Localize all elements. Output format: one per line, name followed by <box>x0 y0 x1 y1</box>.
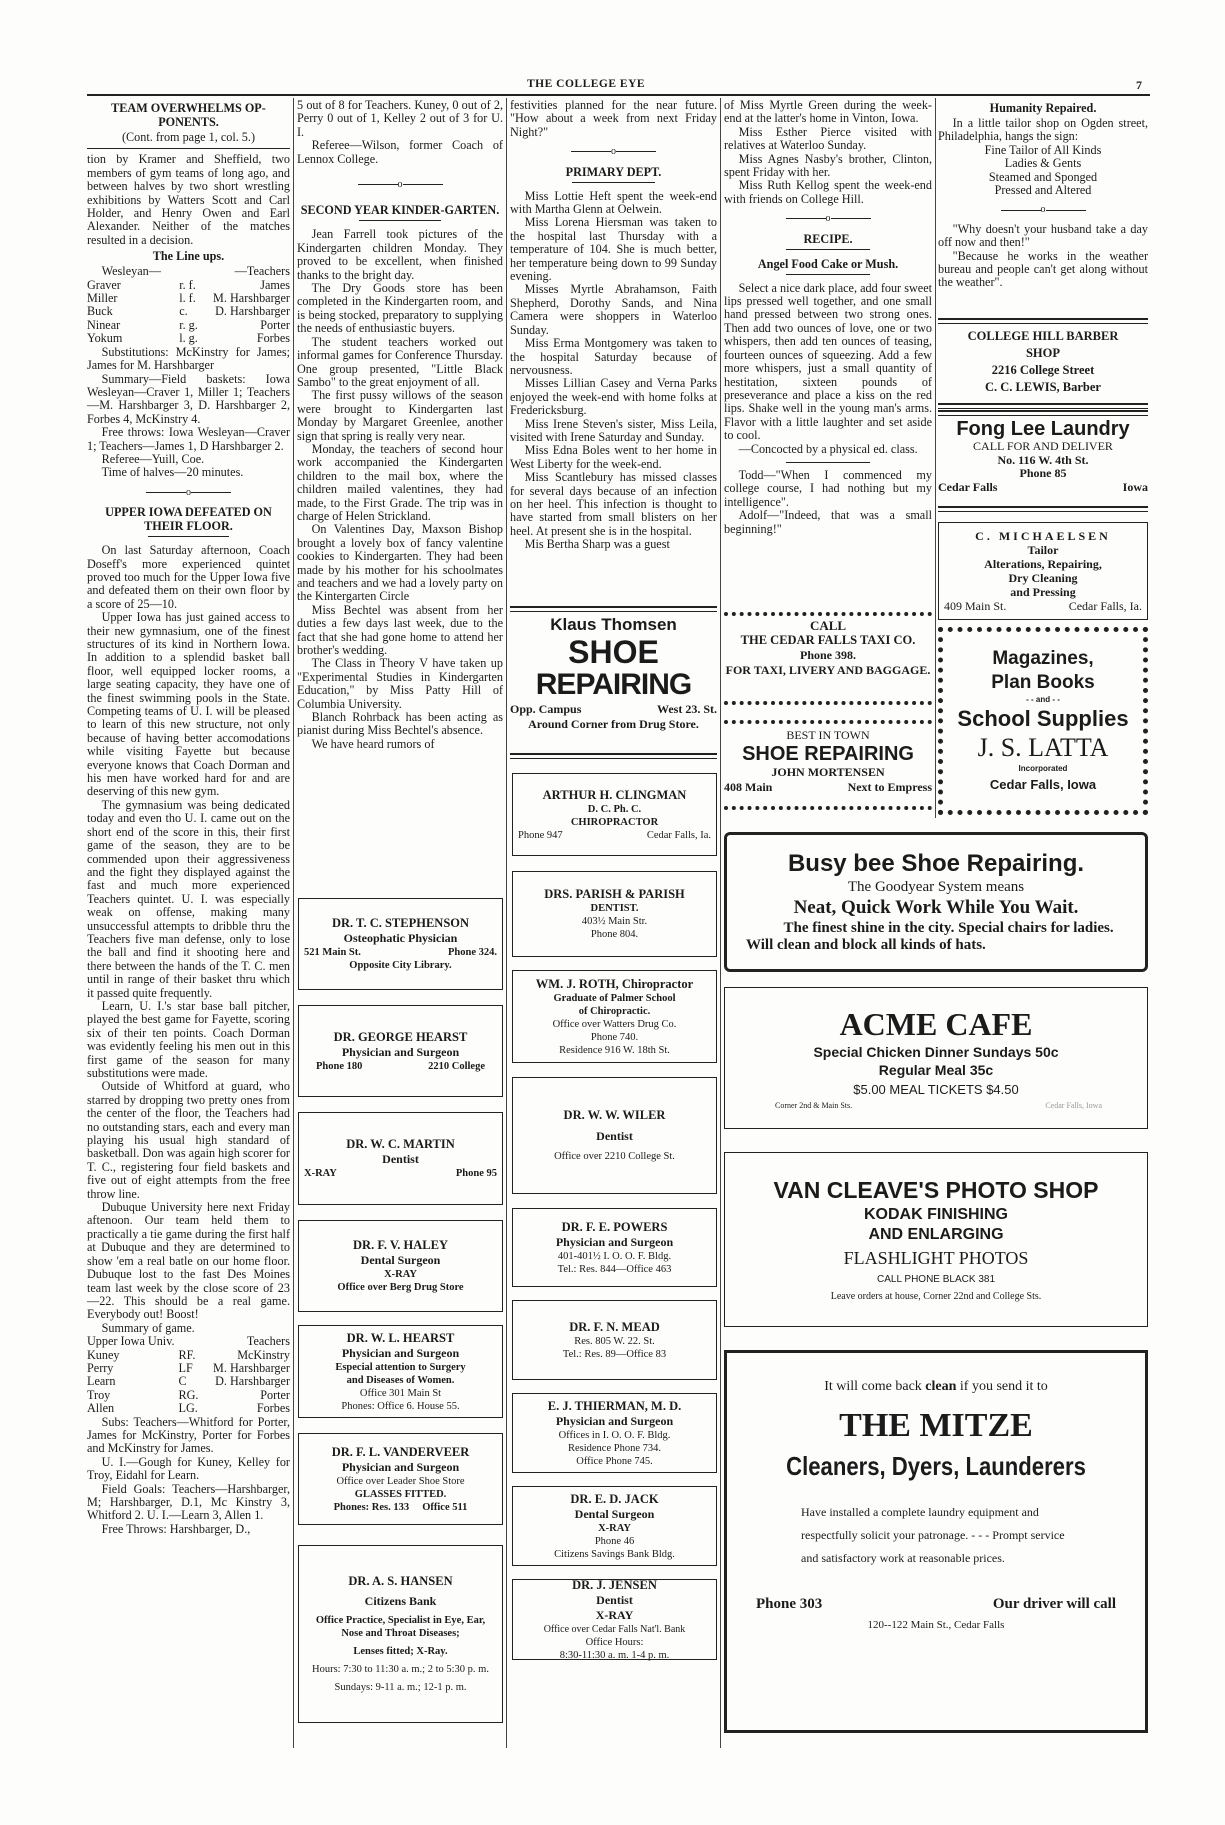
ad-name: ARTHUR H. CLINGMAN <box>542 787 687 802</box>
ad-name: THE MITZE <box>839 1407 1033 1444</box>
paragraph: Summary—Field baskets: Iowa Wesleyan—Craver 1, Miller 1; Teachers—M. Harshbarger 3, D. Harshbarger 2, Forbes 4, McKinstry 4. <box>87 371 290 426</box>
paragraph: of Miss Myrtle Green during the week-end at the latter's home in Vinton, Iowa. <box>724 98 932 126</box>
paragraph: The student teachers worked out informal games for Conference Thursday. One group presented, "Little Black Sambo" to the great enjoyment of all. <box>297 334 503 389</box>
ad-line: Plan Books <box>991 672 1095 693</box>
summary-cell: Perry <box>87 1360 114 1375</box>
ad-clingman <box>512 773 717 856</box>
lineup-table <box>87 265 290 345</box>
ad-location: Opp. Campus <box>510 702 582 716</box>
subheading: The Line ups. <box>152 249 225 264</box>
ad-phone: Phone 180 <box>316 1060 363 1072</box>
paragraph: Misses Myrtle Abrahamson, Faith Shepherd, Dorothy Sands, and Nina Camera were shoppers in Waterloo Sunday. <box>510 282 717 337</box>
ad-name: DR. W. C. MARTIN <box>346 1137 455 1151</box>
ad-name: DR. F. V. HALEY <box>353 1238 448 1252</box>
article-heading: PRIMARY DEPT. <box>565 164 662 179</box>
ad-name: E. J. THIERMAN, M. D. <box>547 1398 682 1413</box>
lineup-cell: Yokum <box>87 331 123 346</box>
paragraph: festivities planned for the near future. "How about a week from next Friday Night?" <box>510 98 717 139</box>
ad-line: 8:30-11:30 a. m. 1-4 p. m. <box>559 1649 670 1661</box>
sign-line: Steamed and Sponged <box>988 169 1098 184</box>
ad-phone: CALL PHONE BLACK 381 <box>876 1273 996 1285</box>
ad-line: Magazines, <box>992 648 1094 669</box>
ad-michaelsen <box>938 522 1148 620</box>
ad-line: Sundays: 9-11 a. m.; 12-1 p. m. <box>334 1682 467 1693</box>
paragraph: Miss Ruth Kellog spent the week-end with friends on College Hill. <box>724 178 932 206</box>
ad-address: West 23. St. <box>657 702 717 716</box>
ad-address: 2216 College Street <box>991 363 1095 377</box>
ad-mitze <box>724 1350 1148 1733</box>
article-heading: SECOND YEAR KINDER-GARTEN. <box>300 203 500 218</box>
paragraph: The Dry Goods store has been completed in the Kindergarten room, and is being stocked, preparatory to supplying the needs of enthusiastic buyers. <box>297 281 503 336</box>
ad-line: X-RAY <box>595 1607 634 1622</box>
ad-line: Graduate of Palmer School <box>553 992 676 1004</box>
ad-headline: SHOE REPAIRING <box>742 743 914 765</box>
paragraph: Miss Edna Boles went to her home in West Liberty for the week-end. <box>510 443 717 471</box>
ad-line: BEST IN TOWN <box>786 728 870 742</box>
paragraph: Miss Esther Pierce visited with relatives at Waterloo Sunday. <box>724 124 932 153</box>
ad-name: Busy bee Shoe Repairing. <box>787 850 1085 877</box>
ad-line: Offices in I. O. O. F. Bldg. <box>558 1429 671 1441</box>
ad-line: AND ENLARGING <box>868 1225 1004 1243</box>
lineup-cell: c. <box>179 304 188 319</box>
ad-phone: Phone 85 <box>1019 466 1067 480</box>
paragraph: Blanch Rohrback has been acting as pianist during Miss Bechtel's absence. <box>297 710 503 738</box>
lineup-cell: Miller <box>87 291 118 306</box>
ad-title: Dentist <box>382 1152 419 1166</box>
ad-name: Fong Lee Laundry <box>956 418 1130 440</box>
paragraph: Miss Agnes Nasby's brother, Clinton, spent Friday with her. <box>724 151 932 180</box>
ad-line: - - and - - <box>1026 695 1060 704</box>
ad-acme-cafe <box>724 987 1148 1129</box>
ad-line: Citizens Savings Bank Bldg. <box>554 1548 675 1560</box>
summary-cell: Kuney <box>87 1347 120 1362</box>
lineup-cell: Buck <box>87 304 113 319</box>
ad-title: Dental Surgeon <box>360 1253 441 1267</box>
ad-line: Our driver will call <box>992 1596 1116 1612</box>
ad-busy-bee <box>724 832 1148 972</box>
paragraph: Todd—"When I commenced my college course, I had nothing but my intelligence". <box>724 467 932 509</box>
ad-line: Especial attention to Surgery <box>335 1361 466 1373</box>
paragraph: 5 out of 8 for Teachers. Kuney, 0 out of 2, Perry 0 out of 1, Kelley 2 out of 3 for U. I. <box>297 98 503 139</box>
paragraph: Free throws: Iowa Wesleyan—Craver 1; Teachers—James 1, D Harshbarger 2. <box>87 425 290 453</box>
ad-latta <box>938 627 1148 815</box>
double-rule <box>938 506 1148 512</box>
ad-haley <box>298 1220 503 1312</box>
ad-headline: REPAIRING <box>535 668 692 701</box>
column-1 <box>87 99 290 1536</box>
summary-header: Upper Iowa Univ. <box>87 1334 175 1349</box>
ad-wl-hearst <box>298 1325 503 1418</box>
newspaper-title: THE COLLEGE EYE <box>527 78 646 90</box>
lineup-cell: Porter <box>260 317 290 332</box>
lineup-cell: M. Harshbarger <box>213 291 290 306</box>
paragraph: "Because he works in the weather bureau and people can't get along without the weather". <box>938 248 1148 290</box>
ad-city: Cedar Falls, Ia. <box>646 829 711 841</box>
column-5 <box>938 99 1148 290</box>
ad-wiler <box>512 1077 717 1194</box>
ad-line: Lenses fitted; X-Ray. <box>353 1646 448 1657</box>
ad-mortensen <box>724 720 932 810</box>
ad-line: KODAK FINISHING <box>864 1205 1008 1223</box>
ad-name: DR. F. N. MEAD <box>569 1319 660 1334</box>
column-divider <box>293 98 294 1748</box>
ad-line: GLASSES FITTED. <box>354 1488 447 1500</box>
ad-line: Phone 740. <box>590 1031 639 1043</box>
ad-line: X-RAY <box>598 1522 631 1534</box>
ad-xray: X-RAY <box>304 1168 337 1179</box>
ad-address: Corner 2nd & Main Sts. <box>775 1100 853 1110</box>
summary-cell: McKinstry <box>237 1347 290 1362</box>
summary-cell: Allen <box>87 1401 115 1416</box>
paragraph: On Valentines Day, Maxson Bishop brought a lovely box of fancy valentine cookies to Kindergarten. They had been made by his mother for his schoolmates and teachers and we had a lovely party on the Kintergarten Circle <box>297 522 503 604</box>
ad-line: and Pressing <box>1010 585 1076 599</box>
paragraph: Subs: Teachers—Whitford for Porter, James for McKinstry, Porter for Forbes and McKinstry for James. <box>87 1414 290 1456</box>
ad-city: Cedar Falls, Iowa <box>1045 1100 1102 1110</box>
summary-cell: Learn <box>87 1374 116 1389</box>
ad-line: CALL FOR AND DELIVER <box>973 439 1113 453</box>
lineup-cell: l. f. <box>179 291 196 306</box>
paragraph: Field Goals: Teachers—Harshbarger, M; Harshbarger, D.1, Mc Kinstry 3, Whitford 2. U. I.—Learn 3, Allen 1. <box>87 1481 290 1523</box>
ad-name: VAN CLEAVE'S PHOTO SHOP <box>773 1176 1099 1203</box>
ad-line: FOR TAXI, LIVERY AND BAGGAGE. <box>725 663 931 677</box>
paragraph: The gymnasium was being dedicated today and even tho U. I. came out on the short end of the score in this, their first game of the season, they are to be commended upon their aggressiveness and the fight they displayed against the fast and much more experienced Teachers quintet. U. I. was especially weak on offense, making many unsuccessful attempts to dribble thru the Teachers five man defense, only to lose the ball and find it shooting here and there between the hands of the T. C. men until in range of their basket thru which it passed quite frequently. <box>87 797 290 1000</box>
article-heading: TEAM OVERWHELMS OP-PONENTS. <box>111 101 266 129</box>
column-divider <box>935 98 936 818</box>
ad-mead <box>512 1300 717 1380</box>
ad-city: Cedar Falls, Iowa <box>989 777 1097 792</box>
ad-state: Iowa <box>1122 479 1148 494</box>
summary-table <box>87 1335 290 1415</box>
ad-taxi <box>724 612 932 705</box>
ad-line: Office over 2210 College St. <box>554 1151 675 1162</box>
ad-line: Residence 916 W. 18th St. <box>559 1044 670 1056</box>
ad-line: It will come back <box>824 1379 926 1394</box>
paragraph: Miss Erma Montgomery was taken to the hospital Saturday because of nervousness. <box>510 336 717 377</box>
double-rule <box>510 606 717 612</box>
paragraph: Substitutions: McKinstry for James; James for M. Harshbarger <box>87 344 290 373</box>
paragraph: Learn, U. I.'s star base ball pitcher, played the best game for Fayette, scoring six of their ten points. Coach Dorman was evidently feeling his men out in this first game of the season for many substitutions were made. <box>87 998 290 1080</box>
sign-line: Fine Tailor of All Kinds <box>984 142 1102 157</box>
paragraph: Referee—Wilson, former Coach of Lennox College. <box>297 138 503 166</box>
ad-title: Osteophatic Physician <box>343 931 458 945</box>
ad-van-cleave <box>724 1152 1148 1327</box>
summary-cell: M. Harshbarger <box>213 1360 290 1375</box>
divider <box>786 462 869 463</box>
paragraph: Time of halves—20 minutes. <box>101 465 244 480</box>
ad-line: Tailor <box>1027 543 1059 557</box>
lineup-header: —Teachers <box>234 264 290 279</box>
page-number: 7 <box>1136 78 1142 92</box>
paragraph: The Class in Theory V have taken up "Experimental Studies in Kindergarten Education," by Miss Patty Hill of Columbia University. <box>297 656 503 711</box>
ad-phone: Phone 398. <box>799 648 856 662</box>
ad-line: CALL <box>809 618 847 633</box>
ad-line: Hours: 7:30 to 11:30 a. m.; 2 to 5:30 p. m. <box>312 1664 489 1675</box>
ad-title: Dentist <box>596 1129 633 1143</box>
ad-address: 409 Main St. <box>944 599 1007 613</box>
ad-title: Physician and Surgeon <box>341 1345 460 1360</box>
ad-name: WM. J. ROTH, Chiropractor <box>535 976 694 991</box>
ad-title: Physician and Surgeon <box>555 1234 674 1249</box>
ad-title: Physician and Surgeon <box>341 1459 460 1474</box>
ad-powers <box>512 1208 717 1287</box>
ad-line: Office over Watters Drug Co. <box>552 1018 677 1030</box>
article-heading: Humanity Repaired. <box>989 101 1097 115</box>
ad-title: Physician and Surgeon <box>555 1413 674 1428</box>
ad-line: Special Chicken Dinner Sundays 50c <box>813 1043 1059 1060</box>
ad-jack <box>512 1486 717 1566</box>
ad-line: CHIROPRACTOR <box>570 816 659 828</box>
ad-jensen <box>512 1579 717 1660</box>
ad-name: C. MICHAELSEN <box>975 529 1111 543</box>
ad-line: and Diseases of Women. <box>346 1374 455 1386</box>
paragraph: On last Saturday afternoon, Coach Doseff's more experienced quintet proved too much for the Upper Iowa five and defeated them on their own floor by a score of 25—10. <box>87 543 290 611</box>
ad-line: D. C. Ph. C. <box>587 803 642 815</box>
lineup-cell: Graver <box>87 277 121 292</box>
ad-line: Office over Cedar Falls Nat'l. Bank <box>543 1623 686 1635</box>
ad-barber <box>938 328 1148 396</box>
paragraph: In a little tailor shop on Ogden street, Philadelphia, hangs the sign: <box>938 116 1148 144</box>
separator: o <box>297 178 503 191</box>
ad-location: Next to Empress <box>847 780 932 794</box>
ad-city: Cedar Falls, Ia. <box>1068 599 1142 613</box>
lineup-cell: James <box>260 277 290 292</box>
ad-line: Res. 805 W. 22. St. <box>574 1335 655 1347</box>
ad-title: Dental Surgeon <box>574 1506 655 1521</box>
paragraph: Miss Lorena Hiersman was taken to the hospital last Thursday with a temperature of 104. She is much better, her temperature being down to 99 Sunday evening. <box>510 215 717 284</box>
summary-cell: RF. <box>178 1347 196 1362</box>
ad-address: 408 Main <box>724 780 773 794</box>
ad-line: Opposite City Library. <box>349 960 452 971</box>
ad-line: if you send it to <box>956 1379 1048 1394</box>
lineup-header: Wesleyan— <box>101 264 161 279</box>
ad-line: X-RAY <box>384 1269 417 1280</box>
column-3 <box>510 99 717 552</box>
summary-cell: D. Harshbarger <box>215 1374 290 1389</box>
lineup-cell: Forbes <box>256 331 290 346</box>
divider <box>148 536 229 537</box>
paragraph: "Why doesn't your husband take a day off now and then!" <box>938 221 1148 250</box>
double-rule <box>938 403 1148 409</box>
ad-line: Alterations, Repairing, <box>984 557 1102 571</box>
paragraph: We have heard rumors of <box>311 736 435 751</box>
double-rule <box>938 410 1148 416</box>
recipe-title: Angel Food Cake or Mush. <box>757 256 899 271</box>
paragraph: Miss Lottie Heft spent the week-end with Martha Glenn at Oelwein. <box>510 188 717 217</box>
column-2 <box>297 99 503 751</box>
column-4 <box>724 99 932 536</box>
ad-phone: Phone 324. <box>447 947 497 958</box>
ad-line-emphasis: clean <box>925 1379 957 1394</box>
ad-name: DR. GEORGE HEARST <box>333 1029 468 1044</box>
ad-line: Regular Meal 35c <box>878 1061 994 1078</box>
ad-line: 401-401½ I. O. O. F. Bldg. <box>557 1250 672 1262</box>
ad-line: DENTIST. <box>590 903 639 914</box>
paragraph: Referee—Yuill, Coe. <box>101 451 205 466</box>
ad-phone: Phone 947 <box>518 829 563 841</box>
paragraph: Miss Scantlebury has missed classes for several days because of an infection on her heel. This infection is thought to have started from small blisters on her heel. At present she is in the hospital. <box>510 470 717 538</box>
divider <box>359 220 441 221</box>
ad-line: Phones: Res. 133 Office 511 <box>333 1501 468 1513</box>
ad-line: Tel.: Res. 89—Office 83 <box>562 1348 667 1360</box>
ad-line: Tel.: Res. 844—Office 463 <box>557 1263 672 1275</box>
ad-hansen <box>298 1545 503 1723</box>
ad-george-hearst <box>298 1005 503 1097</box>
ad-line: Phones: Office 6. House 55. <box>341 1400 460 1412</box>
article-heading: UPPER IOWA DEFEATED ON THEIR FLOOR. <box>105 505 272 534</box>
ad-headline: Neat, Quick Work While You Wait. <box>793 897 1079 918</box>
ad-name: DR. J. JENSEN <box>572 1577 657 1592</box>
summary-cell: Troy <box>87 1387 111 1402</box>
ad-line: of Chiropractic. <box>578 1005 651 1017</box>
ad-line: Office Phone 745. <box>576 1455 653 1467</box>
ad-line: 403½ Main Str. <box>581 916 648 927</box>
paragraph: Adolf—"Indeed, that was a small beginning!" <box>724 508 932 536</box>
lineup-cell: Ninear <box>87 317 121 332</box>
summary-cell: C <box>178 1374 187 1389</box>
lineup-cell: r. f. <box>179 277 196 292</box>
ad-martin <box>298 1112 503 1205</box>
summary-cell: Porter <box>260 1387 290 1402</box>
column-divider <box>506 98 507 1748</box>
paragraph: Mis Bertha Sharp was a guest <box>524 537 670 552</box>
ad-name: DR. T. C. STEPHENSON <box>331 916 470 930</box>
ad-name: DR. F. E. POWERS <box>561 1219 668 1234</box>
summary-cell: RG. <box>178 1387 199 1402</box>
masthead <box>87 78 1150 96</box>
paragraph: Miss Irene Steven's sister, Miss Leila, visited with Irene Saturday and Sunday. <box>510 416 717 444</box>
ad-klaus-thomsen <box>510 614 717 732</box>
recipe-signature: —Concocted by a physical ed. class. <box>738 441 918 456</box>
ad-title: Dentist <box>596 1592 633 1607</box>
ad-line: Phone 46 <box>594 1535 635 1547</box>
ad-name: Klaus Thomsen <box>550 615 677 634</box>
divider <box>786 274 869 275</box>
ad-roth <box>512 970 717 1063</box>
ad-line: Office over Leader Shoe Store <box>336 1475 465 1487</box>
summary-cell: LG. <box>178 1401 198 1416</box>
ad-title: Physician and Surgeon <box>341 1044 460 1059</box>
ad-name: DR. E. D. JACK <box>570 1491 659 1506</box>
paragraph: Upper Iowa has just gained access to their new gymnasium, one of the finest structures of its kind in Northern Iowa. In addition to a splendid basket ball floor, well equipped locker rooms, a large seating capacity, they have one of the finest swimming pools in the State. Competing teams of U. I. will be pleased to learn of this new structure, not only because of having better accomodations while visiting Fayette but because everyone knows that Coach Dorman and his men have worked hard for and are deserving of this new gym. <box>87 610 290 799</box>
paragraph: Select a nice dark place, add four sweet lips pressed well together, and one small hand pressed between two strong ones. Then add two ounces of love, one or two whispers, then add ten ounces of teasing, fourteen ounces of squeezing. Add a few more whispers, just a small quantity of hestitation, sixteen pounds of preseverance and place a kiss on the red lips. Shake well in the young man's arms. Flavor with a little laughter and set aside to cool. <box>724 280 932 443</box>
ad-line: Office Hours: <box>585 1636 644 1648</box>
ad-parish <box>512 871 717 957</box>
divider <box>87 148 290 149</box>
ad-line: Leave orders at house, Corner 22nd and College Sts. <box>830 1290 1042 1302</box>
ad-name: THE CEDAR FALLS TAXI CO. <box>740 633 916 647</box>
separator: o <box>87 486 290 499</box>
continuation-note: (Cont. from page 1, col. 5.) <box>121 130 255 144</box>
sign-line: Pressed and Altered <box>994 183 1092 198</box>
ad-name: DR. F. L. VANDERVEER <box>331 1444 470 1459</box>
ad-headline: School Supplies <box>957 706 1129 731</box>
ad-name: DR. W. L. HEARST <box>346 1330 455 1345</box>
ad-headline: Cleaners, Dyers, Launderers <box>786 1451 1086 1481</box>
divider <box>572 182 655 183</box>
separator: o <box>938 203 1148 216</box>
ad-line: FLASHLIGHT PHOTOS <box>843 1247 1029 1268</box>
paragraph: Misses Lillian Casey and Verna Parks enjoyed the week-end with home folks at Fredericksburg. <box>510 376 717 418</box>
double-rule <box>510 753 717 759</box>
paragraph: Free Throws: Harshbarger, D., <box>101 1521 251 1536</box>
divider <box>786 249 869 250</box>
ad-line: Office 301 Main St <box>359 1387 442 1399</box>
paragraph: Summary of game. <box>101 1320 195 1335</box>
article-heading: RECIPE. <box>803 231 853 246</box>
ad-name: DR. A. S. HANSEN <box>348 1574 453 1588</box>
paragraph: Outside of Whitford at guard, who starred by dropping two pretty ones from the center of the floor, the Teachers had no outstanding stars, each and every man playing his usual high standard of basketball. Don was again high scorer for T. C., registering four field baskets and five out of eight attempts from the free throw line. <box>87 1079 290 1201</box>
paragraph: U. I.—Gough for Kuney, Kelley for Troy, Eidahl for Learn. <box>87 1454 290 1483</box>
ad-fong-lee <box>938 418 1148 494</box>
ad-address: No. 116 W. 4th St. <box>997 452 1089 467</box>
paragraph: Jean Farrell took pictures of the Kindergarten children Monday. They proved to be excellent, when finished thanks to the bright day. <box>297 227 503 282</box>
ad-line: The finest shine in the city. Special chairs for ladies. Will clean and block all kinds of hats. <box>746 920 1114 953</box>
paragraph: Miss Bechtel was absent from her duties a few days last week, due to the fact that she had gone home to attend her brother's wedding. <box>297 602 503 658</box>
sign-line: Ladies & Gents <box>1004 156 1082 171</box>
ad-address: 2210 College <box>428 1060 485 1072</box>
summary-header: Teachers <box>246 1334 290 1349</box>
ad-line: Phone 804. <box>590 929 639 940</box>
paragraph: tion by Kramer and Sheffield, two members of gym teams of long ago, and between halves by two short wrestling exhibitions by Watters Scott and Carl Holder, and Henry Owen and Earl Alexander. Neither of the matches resulted in a decision. <box>87 152 290 247</box>
ad-name: J. S. LATTA <box>977 733 1109 762</box>
ad-line: $5.00 MEAL TICKETS $4.50 <box>853 1081 1019 1097</box>
ad-line: Residence Phone 734. <box>567 1442 662 1454</box>
ad-name: DR. W. W. WILER <box>563 1108 666 1122</box>
ad-line: Office over Berg Drug Store <box>337 1282 464 1293</box>
ad-line: Incorporated <box>1018 764 1068 773</box>
ad-line: C. C. LEWIS, Barber <box>985 380 1101 394</box>
ad-name: COLLEGE HILL BARBER SHOP <box>967 329 1119 360</box>
ad-thierman <box>512 1393 717 1473</box>
ad-phone: Phone 303 <box>756 1596 823 1612</box>
ad-vanderveer <box>298 1433 503 1525</box>
ad-name: ACME CAFE <box>839 1005 1033 1042</box>
lineup-cell: l. g. <box>179 331 198 346</box>
separator: o <box>510 145 717 158</box>
ad-line: Have installed a complete laundry equipment and respectfully solicit your patronage. - - - Prompt service and satisfactory work at reasonable prices. <box>801 1505 1065 1565</box>
ad-city: Cedar Falls <box>938 479 998 494</box>
ad-line: Office Practice, Specialist in Eye, Ear, Nose and Throat Diseases; <box>315 1615 486 1639</box>
double-rule <box>938 318 1148 324</box>
ad-name: DRS. PARISH & PARISH <box>544 887 685 901</box>
paragraph: Monday, the teachers of second hour work accompanied the Kindergarten children to the mail box, where the children mailed valentines, they had made, to the First Grade. The trip was in charge of Helen Strickland. <box>297 441 503 523</box>
ad-title: Citizens Bank <box>364 1594 437 1608</box>
lineup-cell: r. g. <box>179 317 198 332</box>
column-divider <box>720 98 721 1748</box>
ad-name: JOHN MORTENSEN <box>771 765 885 779</box>
paragraph: Dubuque University here next Friday aftenoon. Our team held them to practically a tie game during the first half at Dubuque and they are determined to show 'em a real batle on our home floor. Dubuque lost to the fast Des Moines team last week by the close score of 23—22. This should be a real game. Everybody out! Boost! <box>87 1200 290 1322</box>
ad-line: Dry Cleaning <box>1008 571 1078 585</box>
paragraph: The first pussy willows of the season were brought to Kindergarten last Monday by Margaret Greenlee, another sign that spring is really very near. <box>297 388 503 443</box>
lineup-cell: D. Harshbarger <box>215 304 290 319</box>
summary-cell: LF <box>178 1360 193 1375</box>
ad-line: The Goodyear System means <box>847 879 1025 895</box>
ad-phone: Phone 95 <box>455 1168 497 1179</box>
ad-headline: SHOE <box>568 634 659 670</box>
summary-cell: Forbes <box>256 1401 290 1416</box>
ad-address: 521 Main St. <box>304 947 361 958</box>
ad-stephenson <box>298 898 503 990</box>
ad-line: Around Corner from Drug Store. <box>528 717 699 731</box>
ad-address: 120--122 Main St., Cedar Falls <box>867 1619 1005 1631</box>
separator: o <box>724 212 932 225</box>
